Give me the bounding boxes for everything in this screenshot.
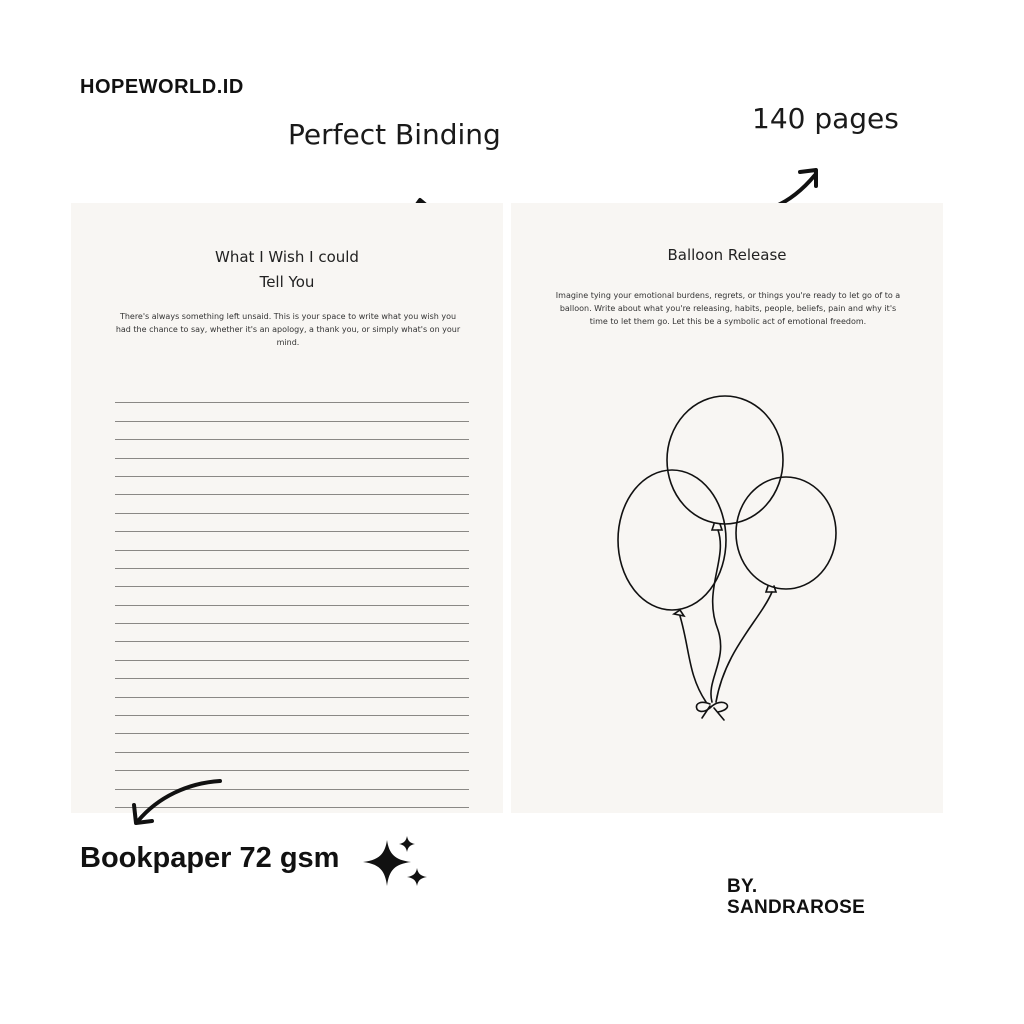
writing-line <box>115 734 469 752</box>
writing-line <box>115 440 469 458</box>
brand-logo-text: HOPEWORLD.ID <box>80 76 244 98</box>
writing-line <box>115 661 469 679</box>
writing-line <box>115 403 469 421</box>
page-count-label: 140 pages <box>752 102 899 135</box>
page-title: Balloon Release <box>667 246 787 264</box>
writing-line <box>115 495 469 513</box>
writing-line <box>115 385 469 403</box>
writing-line <box>115 606 469 624</box>
page-title <box>71 245 503 295</box>
author-prefix: BY. <box>727 876 758 897</box>
binding-label: Perfect Binding <box>288 118 501 151</box>
writing-line <box>115 679 469 697</box>
curved-arrow-down-left-icon <box>128 775 228 830</box>
page-prompt-text: There's always something left unsaid. This is your space to write what you wish you had the chance to say, whether it's an apology, a thank you, or simply what's on your mind. <box>115 312 461 347</box>
writing-line <box>115 624 469 642</box>
writing-line <box>115 532 469 550</box>
paper-spec-label: Bookpaper 72 gsm <box>80 842 340 874</box>
writing-line <box>115 459 469 477</box>
page-title-line-2: Tell You <box>259 273 315 291</box>
writing-line <box>115 753 469 771</box>
writing-lines <box>115 385 469 808</box>
balloons-illustration <box>610 390 850 730</box>
sparkle-icon <box>355 834 435 894</box>
writing-line <box>115 477 469 495</box>
writing-line <box>115 551 469 569</box>
page-title-line-1: What I Wish I could <box>215 248 359 266</box>
writing-line <box>115 514 469 532</box>
author-name: SANDRAROSE <box>727 897 866 918</box>
writing-line <box>115 698 469 716</box>
writing-line <box>115 642 469 660</box>
page-prompt-text: Imagine tying your emotional burdens, regrets, or things you're ready to let go of to a balloon. Write about what you're releasing, habits, people, beliefs, pain and why it's time to let them go. Let this be a symbolic act of emotional freedom. <box>555 291 901 326</box>
journal-page-left <box>71 203 503 813</box>
writing-line <box>115 569 469 587</box>
writing-line <box>115 422 469 440</box>
writing-line <box>115 587 469 605</box>
author-credit <box>727 876 927 918</box>
writing-line <box>115 716 469 734</box>
